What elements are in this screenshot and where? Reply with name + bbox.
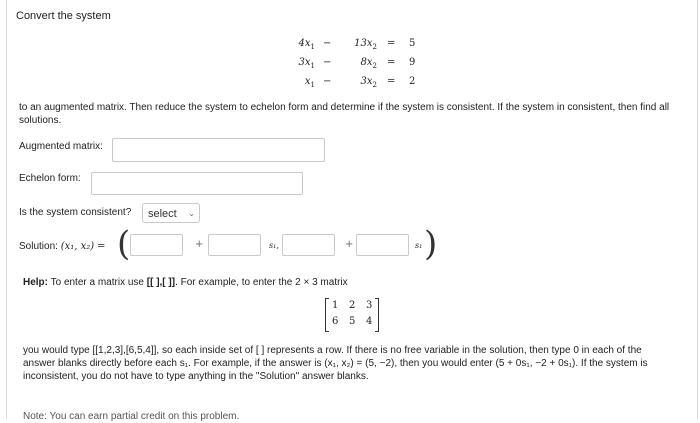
matrix-cell: 5 (349, 316, 356, 327)
instructions-text: to an augmented matrix. Then reduce the system to echelon form and determine if the system is consistent. If the system in consistent, then find all solutions. (19, 102, 670, 126)
augmented-matrix-input[interactable] (112, 138, 325, 162)
param-s1-first: s₁, (269, 241, 279, 250)
consistent-question-label: Is the system consistent? (19, 207, 132, 218)
equation-row-2: $3x_1$ − $8x_2$ = 9 (298, 57, 416, 70)
equation-system (287, 38, 427, 92)
help-text: Help: To enter a matrix use [[ ],[ ]]. For example, to enter the 2 × 3 matrix (23, 277, 348, 288)
solution-const-2-input[interactable] (282, 234, 335, 256)
solution-const-1-input[interactable] (130, 234, 183, 256)
open-paren: ( (117, 224, 131, 264)
param-s1-second: s₁ (415, 241, 423, 250)
matrix-cell: 4 (366, 316, 373, 327)
echelon-form-input[interactable] (91, 172, 303, 195)
matrix-cell: 2 (349, 300, 356, 311)
equation-row-1: $4x_1$ − $13x_2$ = 5 (298, 38, 416, 51)
solution-coef-2-input[interactable] (356, 234, 409, 256)
matrix-left-bracket (325, 298, 329, 332)
augmented-matrix-label: Augmented matrix: (19, 141, 103, 152)
select-value: select (148, 208, 177, 220)
solution-label: Solution: (x₁, x₂) = (19, 241, 106, 252)
matrix-cell: 3 (366, 300, 373, 311)
matrix-cell: 1 (332, 300, 339, 311)
matrix-cell: 6 (332, 316, 339, 327)
consistency-select[interactable] (142, 203, 200, 223)
solution-coef-1-input[interactable] (208, 234, 261, 256)
problem-panel (6, 0, 698, 422)
plus-sign-1: + (195, 239, 204, 250)
echelon-form-label: Echelon form: (19, 173, 81, 184)
close-paren: ) (424, 224, 438, 264)
plus-sign-2: + (345, 239, 354, 250)
explanation-text: you would type [[1,2,3],[6,5,4]], so each inside set of [ ] represents a row. If there is no free variable in the solution, then type 0 in each of the answer blanks directly before each s₁. For example, if the answer is (x₁, x₂) = (5, −2), then you would enter (5 + 0s₁, −2 + 0s₁). If the system is inconsistent, you do not have to type anything in the "Solution" answer blanks. (23, 345, 648, 382)
equation-row-3: $x_1$ − $3x_2$ = 2 (304, 76, 416, 89)
example-matrix (325, 298, 379, 332)
chevron-down-icon: ⌄ (188, 209, 195, 218)
intro-text: Convert the system (16, 10, 111, 22)
note-text: Note: You can earn partial credit on this problem. (23, 411, 240, 422)
matrix-right-bracket (375, 298, 379, 332)
